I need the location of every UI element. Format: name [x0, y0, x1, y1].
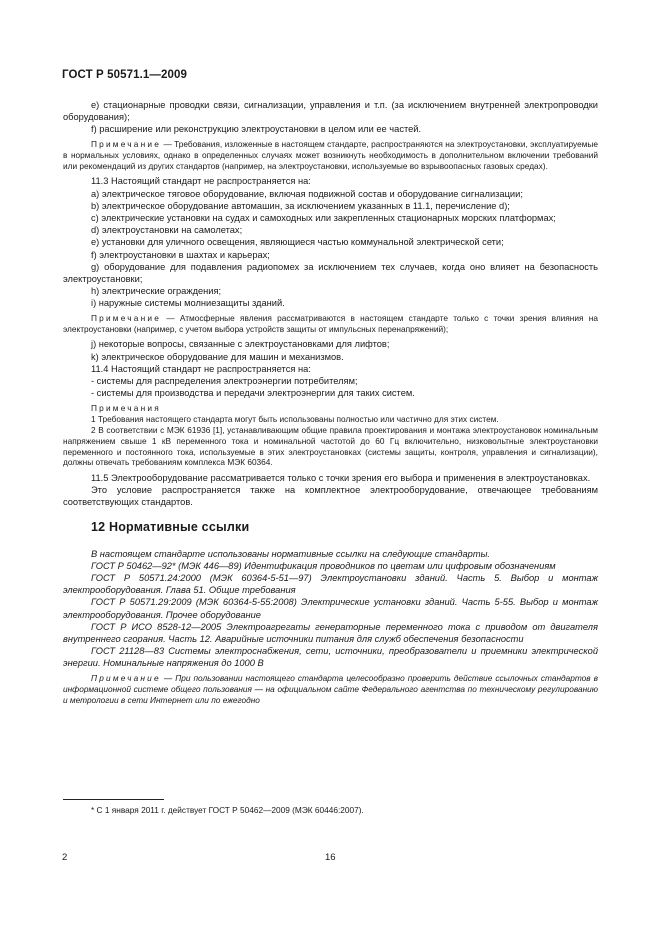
- list-item: - системы для распределения электроэнергии потребителям;: [91, 375, 358, 386]
- note-label: Примечание: [91, 139, 162, 150]
- clause-paragraph: Это условие распространяется также на комплектное электрооборудование, отвечающее требованиям соответствующих стандартов.: [63, 485, 598, 508]
- list-item: g) оборудование для подавления радиопомех за исключением тех случаев, когда оно влияет на безопасность электроустановки;: [63, 261, 598, 284]
- reference-item: ГОСТ Р 50571.29:2009 (МЭК 60364-5-55:2008) Электрические установки зданий. Часть 5-55. Выбор и монтаж электрооборудования. Прочее оборудование: [63, 597, 598, 620]
- footnote-divider: [63, 799, 164, 800]
- note-paragraph: [63, 139, 598, 172]
- clause-paragraph: 11.5 Электрооборудование рассматривается только с точки зрения его выбора и применения в электроустановках.: [91, 472, 591, 483]
- footnote: * С 1 января 2011 г. действует ГОСТ Р 50462—2009 (МЭК 60446:2007).: [91, 805, 364, 815]
- note-paragraph: [63, 313, 598, 335]
- reference-item: ГОСТ 21128—83 Системы электроснабжения, сети, источники, преобразователи и приемники электрической энергии. Номинальные напряжения до 1000 В: [63, 646, 598, 669]
- section-intro: В настоящем стандарте использованы нормативные ссылки на следующие стандарты.: [91, 548, 491, 559]
- note-text: — При пользовании настоящего стандарта целесообразно проверить действие ссылочных стандартов в информационной системе общего пользования — на официальном сайте Федерального агентства по техническому регулированию и метрологии в сети Интернет или по ежегодно: [63, 673, 598, 705]
- list-item: - системы для производства и передачи электроэнергии для таких систем.: [91, 388, 415, 399]
- note-text: — Требования, изложенные в настоящем стандарте, распространяются на электроустановки, эксплуатируемые в нормальных условиях, однако в определенных случаях может возникнуть необходимость в дополнительном включении требований или рекомендаций из других стандартов (например, на электроустановки, используемые во взрывоопасных газовых средах).: [63, 139, 598, 171]
- list-item: d) электроустановки на самолетах;: [91, 225, 243, 236]
- list-item: f) расширение или реконструкцию электроустановки в целом или ее частей.: [91, 124, 422, 135]
- list-item: e) установки для уличного освещения, являющиеся частью коммунальной электрической сети;: [91, 237, 504, 248]
- page-content: [63, 99, 598, 706]
- list-item: a) электрическое тяговое оборудование, включая подвижной состав и оборудование сигнализации;: [91, 188, 523, 199]
- note-label: Примечание: [91, 673, 161, 684]
- list-item: h) электрические ограждения;: [91, 286, 222, 297]
- list-item: b) электрическое оборудование автомашин, за исключением указанных в 11.1, перечисление d);: [91, 200, 510, 211]
- list-item: f) электроустановки в шахтах и карьерах;: [91, 249, 270, 260]
- page-number-left: 2: [62, 852, 68, 863]
- note-paragraph: [63, 673, 598, 706]
- list-item: c) электрические установки на судах и самоходных или закрепленных стационарных морских платформах;: [91, 212, 556, 223]
- list-item: е) стационарные проводки связи, сигнализации, управления и т.п. (за исключением внутренней электропроводки оборудования);: [63, 100, 598, 123]
- note-item: 1 Требования настоящего стандарта могут быть использованы полностью или частично для этих систем.: [91, 413, 499, 424]
- reference-item: ГОСТ Р 50571.24:2000 (МЭК 60364-5-51—97) Электроустановки зданий. Часть 5. Выбор и монтаж электрооборудования. Глава 51. Общие требования: [63, 573, 598, 596]
- notes-label: Примечания: [91, 402, 161, 413]
- note-item: 2 В соответствии с МЭК 61936 [1], устанавливающим общие правила проектирования и монтажа электроустановок номинальным напряжением свыше 1 кВ переменного тока и номинальной частотой до 60 Гц включительно, низковольтные электроустановки переменного и постоянного тока, используемые в этих электроустановках (системы защиты, контроля, управления и сигнализации), должны отвечать требованиям комплекса МЭК 60364.: [63, 424, 598, 468]
- document-header: ГОСТ Р 50571.1—2009: [62, 69, 187, 81]
- page-number-center: 16: [325, 852, 336, 863]
- list-item: j) некоторые вопросы, связанные с электроустановками для лифтов;: [91, 339, 390, 350]
- note-label: Примечание: [91, 313, 162, 324]
- reference-item: ГОСТ Р ИСО 8528-12—2005 Электроагрегаты генераторные переменного тока с приводом от двигателя внутреннего сгорания. Часть 12. Аварийные источники питания для служб обеспечения безопасности: [63, 621, 598, 645]
- clause-paragraph: 11.3 Настоящий стандарт не распространяется на:: [91, 176, 311, 187]
- note-text: — Атмосферные явления рассматриваются в настоящем стандарте только с точки зрения влияния на электроустановки (например, с учетом выбора устройств защиты от импульсных перенапряжений);: [63, 313, 598, 334]
- section-heading: 12 Нормативные ссылки: [91, 520, 250, 535]
- list-item: i) наружные системы молниезащиты зданий.: [91, 298, 285, 309]
- clause-paragraph: 11.4 Настоящий стандарт не распространяется на:: [91, 363, 311, 374]
- reference-item: ГОСТ Р 50462—92* (МЭК 446—89) Идентификация проводников по цветам или цифровым обозначениям: [91, 560, 556, 571]
- list-item: k) электрическое оборудование для машин и механизмов.: [91, 351, 344, 362]
